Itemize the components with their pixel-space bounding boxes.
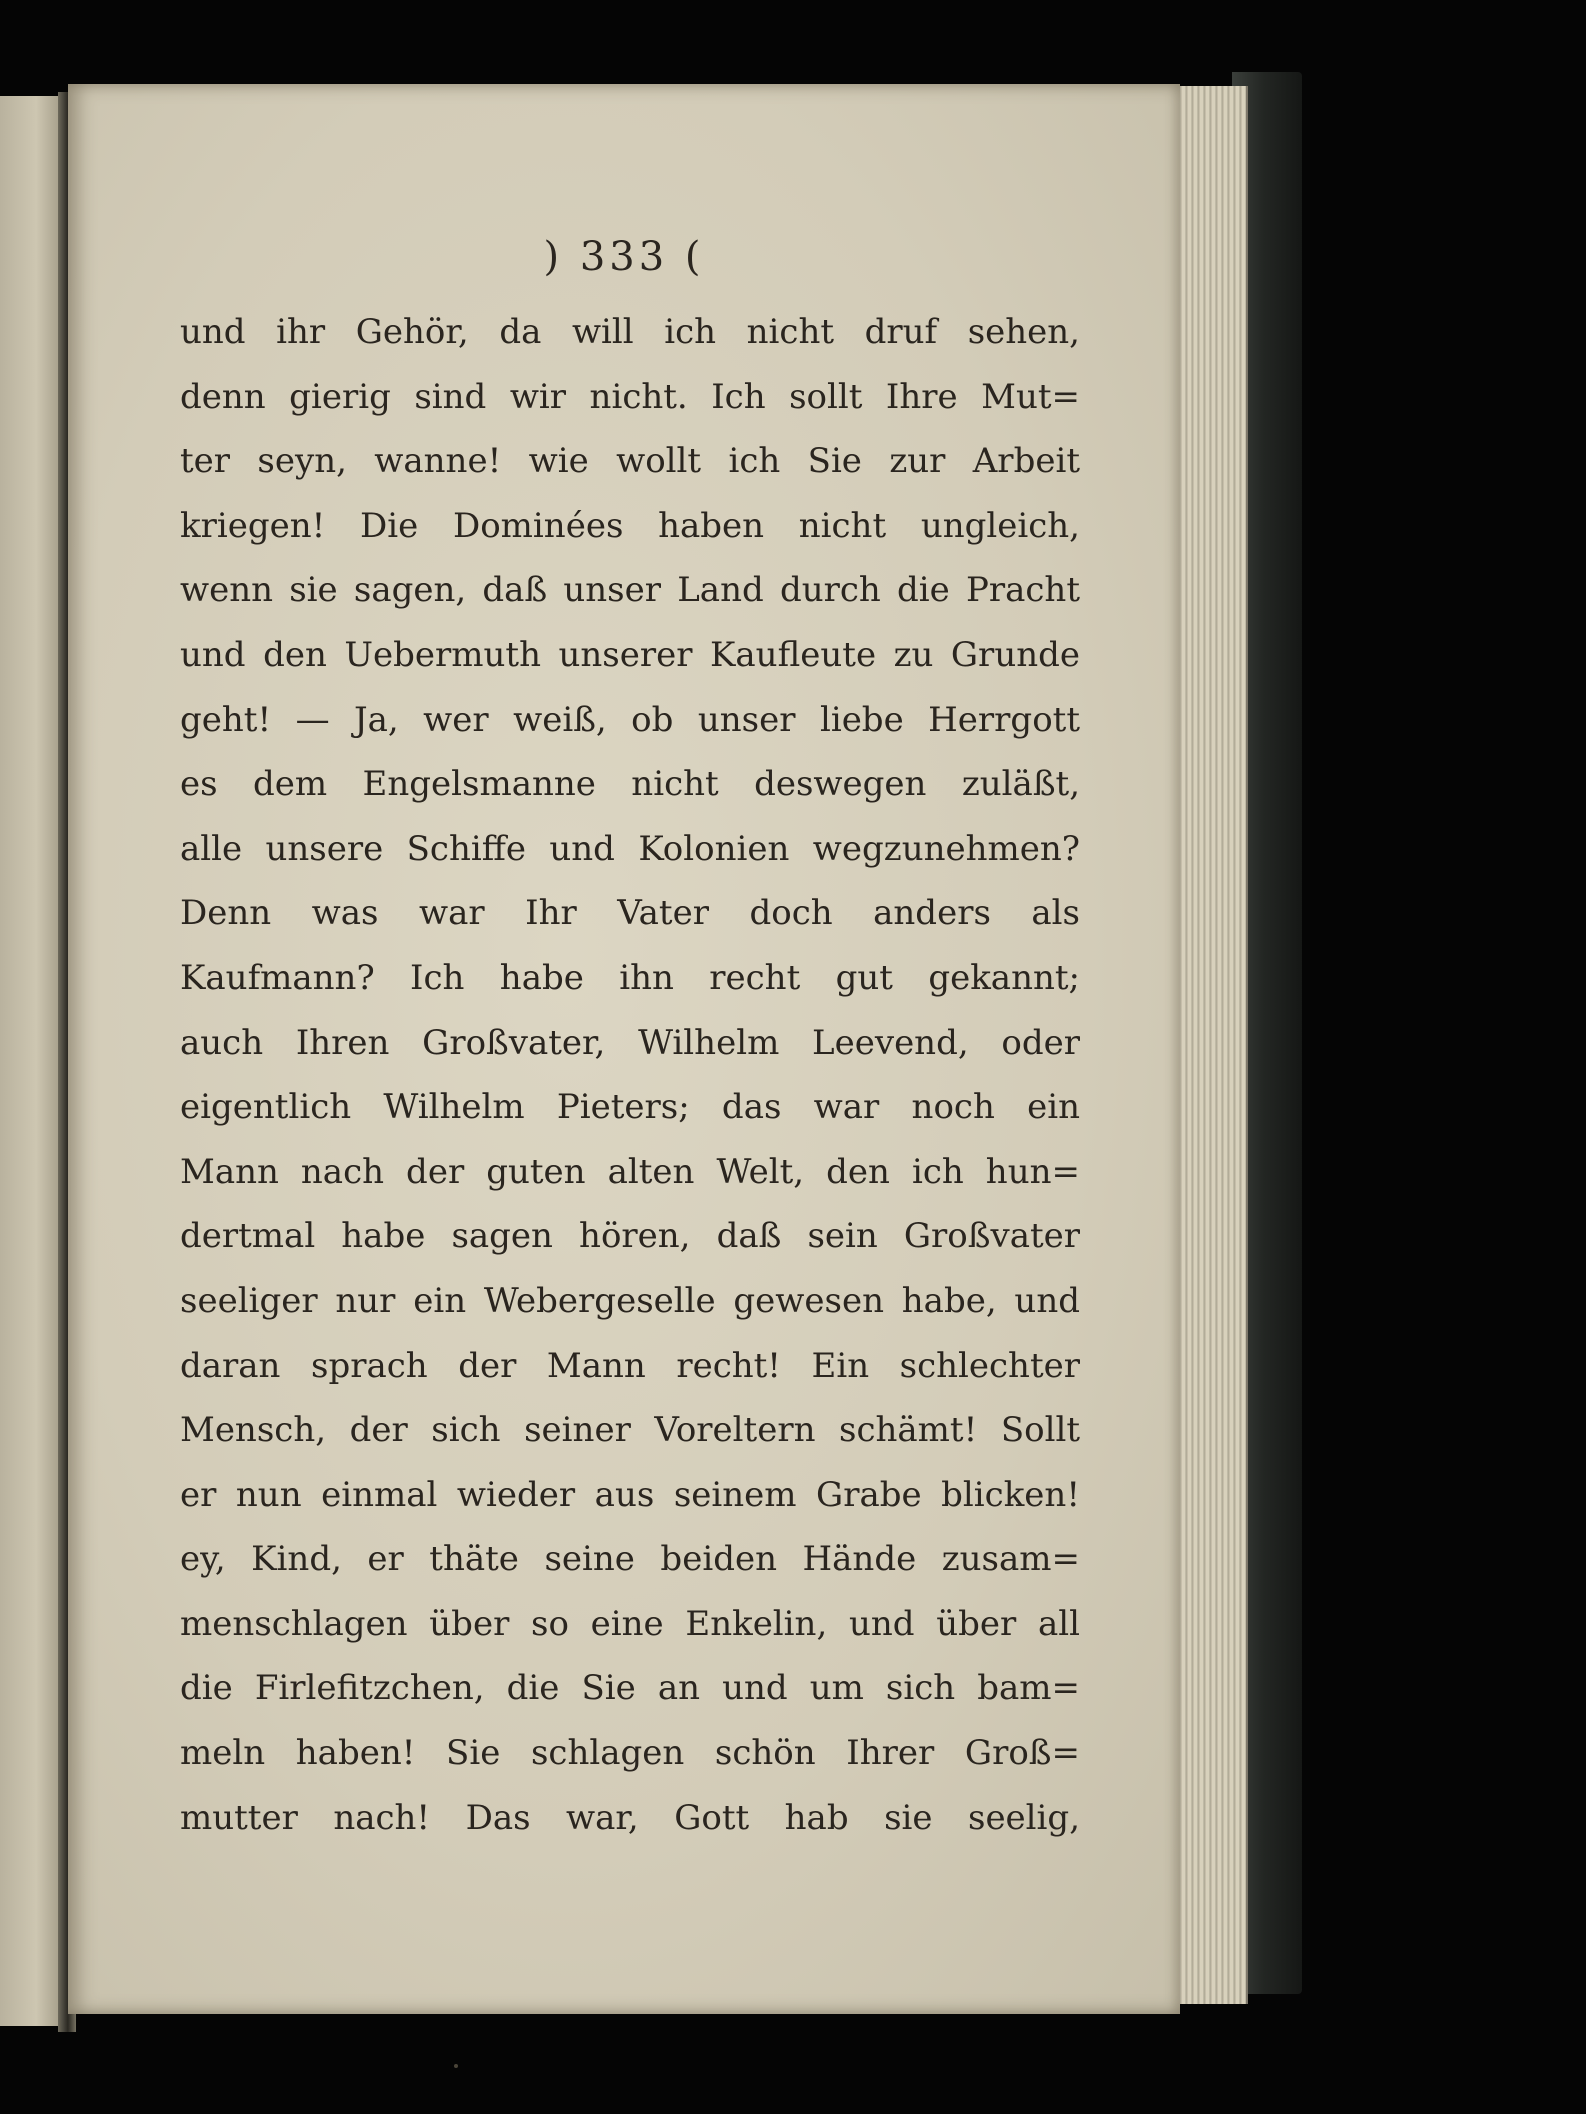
text-line: Mensch, der sich seiner Voreltern schämt! Sollt: [180, 1410, 1080, 1451]
text-line: seeliger nur ein Webergeselle gewesen habe, und: [180, 1280, 1080, 1321]
text-line: und den Uebermuth unserer Kaufleute zu Grunde: [180, 634, 1080, 675]
text-line: geht! — Ja, wer weiß, ob unser liebe Herrgott: [180, 699, 1080, 740]
text-line: daran sprach der Mann recht! Ein schlechter: [180, 1345, 1080, 1386]
text-line: es dem Engelsmanne nicht deswegen zuläßt,: [180, 764, 1080, 805]
text-line: alle unsere Schiffe und Kolonien wegzunehmen?: [180, 828, 1080, 869]
book-page: [68, 84, 1180, 2014]
text-line: ey, Kind, er thäte seine beiden Hände zusam=: [180, 1539, 1080, 1580]
text-line: und ihr Gehör, da will ich nicht druf sehen,: [180, 312, 1080, 352]
text-line: Kaufmann? Ich habe ihn recht gut gekannt;: [180, 957, 1080, 998]
text-line: menschlagen über so eine Enkelin, und über all: [180, 1603, 1080, 1644]
text-line: kriegen! Die Dominées haben nicht ungleich,: [180, 505, 1080, 546]
ink-speck: [454, 2064, 458, 2068]
text-line: Denn was war Ihr Vater doch anders als: [180, 893, 1080, 934]
page-number: ) 333 (: [543, 234, 705, 280]
page-text: [180, 300, 1080, 1850]
text-line: dertmal habe sagen hören, daß sein Großvater: [180, 1216, 1080, 1257]
text-line: meln haben! Sie schlagen schön Ihrer Groß=: [180, 1733, 1080, 1774]
text-line: eigentlich Wilhelm Pieters; das war noch ein: [180, 1087, 1080, 1128]
page-edges: [1176, 86, 1248, 2004]
left-page-edge: [0, 96, 66, 2026]
text-line: mutter nach! Das war, Gott hab sie seelig,: [180, 1797, 1080, 1838]
text-line: auch Ihren Großvater, Wilhelm Leevend, oder: [180, 1022, 1080, 1063]
text-line: Mann nach der guten alten Welt, den ich hun=: [180, 1151, 1080, 1192]
text-line: die Firlefitzchen, die Sie an und um sich bam=: [180, 1668, 1080, 1709]
text-line: denn gierig sind wir nicht. Ich sollt Ihre Mut=: [180, 376, 1080, 417]
text-line: er nun einmal wieder aus seinem Grabe blicken!: [180, 1474, 1080, 1515]
text-line: wenn sie sagen, daß unser Land durch die Pracht: [180, 570, 1080, 611]
text-line: ter seyn, wanne! wie wollt ich Sie zur Arbeit: [180, 441, 1080, 482]
